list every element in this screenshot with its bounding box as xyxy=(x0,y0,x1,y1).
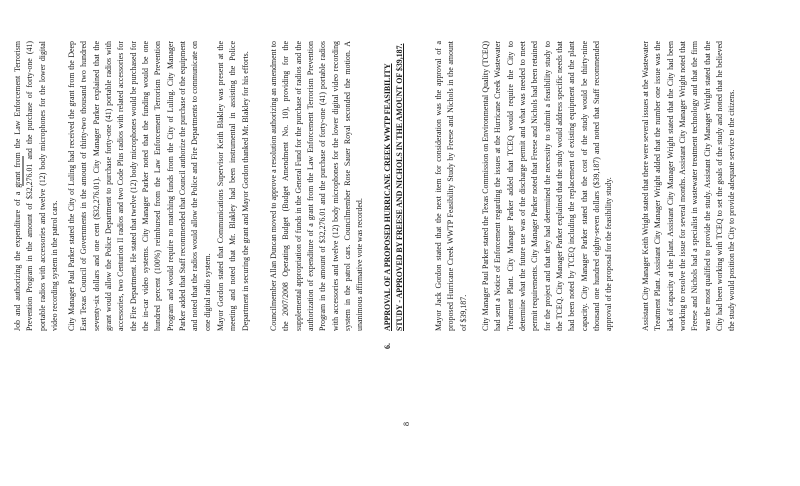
page-number: 8 xyxy=(402,422,411,426)
paragraph-1: Job and authorizing the expenditure of a grant from the Law Enforcement Terrorism Prevention Program in the amount of $32,276.01 and the purchase of forty-one (41) portable radios with accessories and twelve (12) body microphones for the lower digital video recording system in the patrol cars. xyxy=(13,41,60,331)
margin-mark xyxy=(22,156,24,186)
paragraph-7: Assistant City Manager Keith Wright stated that there were several issues at the Wastewater Treatment Plant. Assistant City Manager Wright added that the number one issue was the lack of capacity at the plant. Assistant City Manager Wright stated that the City had been working to resolve the issue for several months. Assistant City Manager Wright noted that Freese and Nichols had a specialist in wastewater treatment technology and that the firm was the most qualified to provide the study. Assistant City Manager Wright stated that the City had been working with TCEQ to set the goals of the study and noted that he believed the study would position the City to provide adequate service to the citizens. xyxy=(641,41,737,331)
item-number: 6. xyxy=(383,343,392,349)
paragraph-5: Mayor Jack Gordon stated that the next item for consideration was the approval of a proposed Hurricane Creek WWTP Feasibility Study by Freese and Nichols in the amount of $39,187. xyxy=(434,41,468,331)
item-heading: APPROVAL OF A PROPOSED HURRICANE CREEK WWTP FEASIBILITY STUDY - APPROVED BY FREESE AND NICHOLS IN THE AMOUNT OF $39,187. xyxy=(383,43,405,331)
paragraph-2: City Manager Paul Parker stated the City of Luling had received the grant from the Deep East Texas Council of Governments in the amount of thirty-two thousand two hundred seventy-six dollars and one cent ($32,276.01). City Manager Parker explained that the grant would allow the Police Department to purchase forty-one (41) portable radios with accessories, two Centurion II radios and two Code Plus radios with related accessories for the Fire Department. He stated that twelve (12) body microphones would be purchased for the in-car video systems. City Manager Parker noted that the funding would be one hundred percent (100%) reimbursed from the Law Enforcement Terrorism Prevention Program and would require no matching funds from the City of Luling. City Manager Parker added that Staff recommended that Council authorize the purchase of the equipment and noted that the radios would allow the Police and Fire Departments to communicate on one digital radio system. xyxy=(67,41,212,331)
paragraph-3: Mayor Gordon stated that Communications Supervisor Keith Blakley was present at the meeting and noted that Mr. Blakley had been instrumental in assisting the Police Department in securing the grant and Mayor Gordon thanked Mr. Blakley for his efforts. xyxy=(216,41,250,331)
paragraph-4: Councilmember Allan Duncan moved to approve a resolution authorizing an amendment to the 2007/2008 Operating Budget (Budget Amendment No. 10), providing for the supplemental appropriation of funds in the General Fund for the purchase of radios and the authorization of expenditure of a grant from the Law Enforcement Terrorism Prevention Program in the amount of $32,276.01 and the purchase of forty-one (41) portable radios with accessories and twelve (12) body microphones for the lower digital video recording system in the patrol cars. Councilmember Rose Sauer Royal seconded the motion. A unanimous affirmative vote was recorded. xyxy=(269,41,365,331)
paragraph-6: City Manager Paul Parker stated the Texas Commission on Environmental Quality (TCEQ) had sent a Notice of Enforcement regarding the issues at the Hurricane Creek Wastewater Treatment Plant. City Manager Parker added that TCEQ would require the City to determine what the future use was of the discharge permit and what was needed to meet permit requirements. City Manager Parker noted that Freese and Nichols had been retained for the project and that they had determined the necessity to submit a feasibility study to the TCEQ. City Manager Parker explained that the study would address specific needs that had been noted by TCEQ including the replacement of existing equipment and the plant capacity. City Manager Parker stated that the cost of the study would be thirty-nine thousand one hundred eighty-seven dollars ($39,187) and noted that Staff recommended approval of the proposal for the feasibility study. xyxy=(481,41,614,331)
agenda-item-6 xyxy=(382,41,407,349)
